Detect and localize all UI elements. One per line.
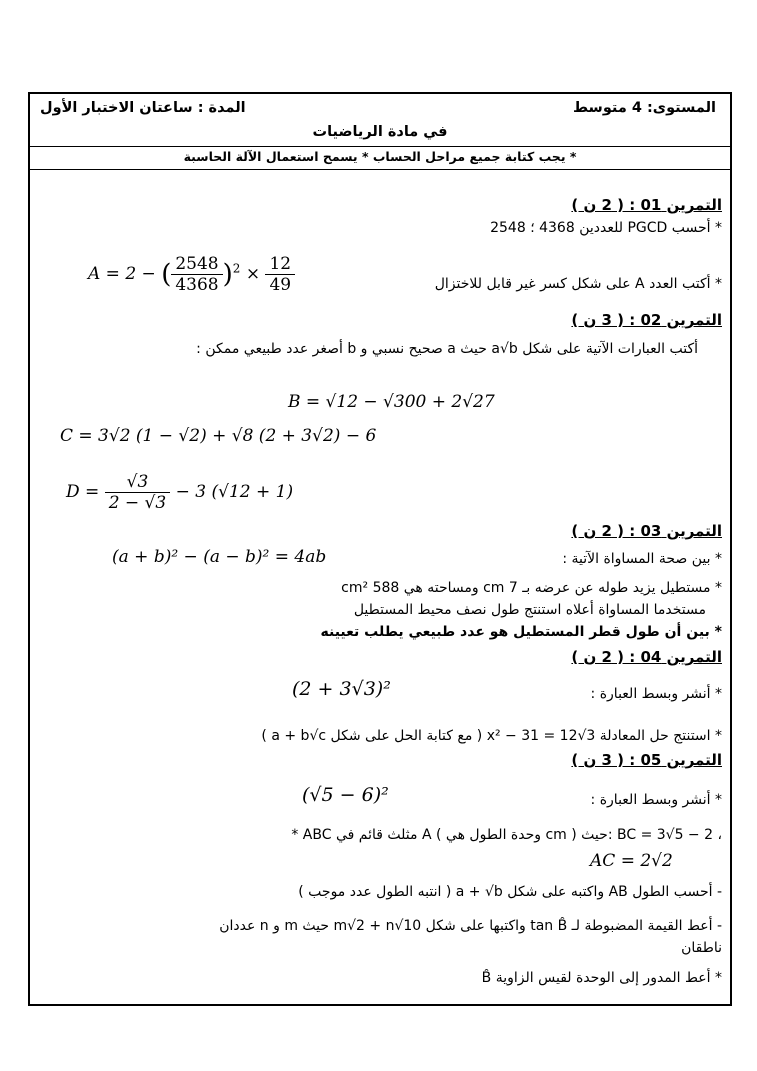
ex2-expression-C: C = 3√2 (1 − √2) + √8 (2 + 3√2) − 6 [60, 426, 377, 446]
instructions-divider [30, 169, 730, 170]
ex3-q2b: مستخدما المساواة أعلاه استنتج طول نصف محيط المستطيل [353, 602, 706, 618]
ex1-expression-A: A = 2 − ( $\frac{2548}{4368}$ )$^2$ × $\frac{12}{49}$ [88, 254, 295, 295]
ex2-D-rest: − 3 (√12 + 1) [175, 482, 294, 502]
ex4-q2: * استنتج حل المعادلة x² − 31 = 12√3 ( مع كتابة الحل على شكل a + b√c ) [261, 728, 722, 744]
ex4-title: التمرين 04 : ( 2 ن ) [571, 648, 722, 666]
ex1-title: التمرين 01 : ( 2 ن ) [571, 196, 722, 214]
ex2-instructions: أكتب العبارات الآتية على شكل a√b حيث a صحيح نسبي و b أصغر عدد طبيعي ممكن : [196, 341, 698, 357]
ex2-D-lhs: D = [66, 482, 100, 502]
header-divider [30, 146, 730, 147]
ex2-D-num: √3 [105, 472, 171, 493]
ex1-q1: * أحسب PGCD للعددين 4368 ؛ 2548 [490, 220, 722, 236]
ex5-q4a: - أعط القيمة المضبوطة لـ tan B̂ واكتبها على شكل m√2 + n√10 حيث m و n عددان [219, 918, 722, 934]
ex1-q2: * أكتب العدد A على شكل كسر غير قابل للاختزال [434, 276, 722, 292]
ex4-expression: (2 + 3√3)² [292, 678, 391, 700]
ex3-q3: * بين أن طول قطر المستطيل هو عدد طبيعي يطلب تعيينه [320, 624, 722, 640]
ex5-title: التمرين 05 : ( 3 ن ) [571, 751, 722, 769]
ex1-frac1-den: 4368 [175, 275, 219, 295]
ex4-q1: * أنشر وبسط العبارة : [590, 686, 722, 702]
subject-label: في مادة الرياضيات [312, 124, 448, 140]
ex3-title: التمرين 03 : ( 2 ن ) [571, 522, 722, 540]
ex5-q4b: ناطقان [681, 940, 722, 956]
instructions-label: * يجب كتابة جميع مراحل الحساب * يسمح استعمال الآلة الحاسبة [183, 149, 577, 164]
ex1-exp: 2 [232, 261, 241, 276]
ex1-times: × [245, 264, 261, 284]
ex1-frac2-den: 49 [269, 275, 292, 295]
ex2-D-den: 2 − √3 [108, 493, 167, 513]
ex2-expression-B: B = √12 − √300 + 2√27 [288, 392, 495, 412]
ex2-expression-D [66, 472, 293, 513]
duration-label: المدة : ساعتان الاختبار الأول [40, 100, 246, 116]
ex2-title: التمرين 02 : ( 3 ن ) [571, 311, 722, 329]
ex3-identity: (a + b)² − (a − b)² = 4ab [112, 547, 327, 567]
ex5-q5: * أعط المدور إلى الوحدة لقيس الزاوية B̂ [481, 970, 722, 986]
ex5-q1: * أنشر وبسط العبارة : [590, 792, 722, 808]
ex1-eq-lhs: A = 2 − [88, 264, 156, 284]
ex5-expression: (√5 − 6)² [302, 784, 389, 806]
ex1-frac2-num: 12 [265, 254, 295, 275]
ex5-q3: - أحسب الطول AB واكتبه على شكل a + √b ( انتبه الطول عدد موجب ) [298, 884, 722, 900]
level-label: المستوى: 4 متوسط [573, 100, 716, 116]
exam-frame [28, 92, 732, 1006]
ex1-frac1-num: 2548 [171, 254, 222, 275]
ex3-q1: * بين صحة المساواة الآتية : [562, 551, 722, 567]
ex3-q2a: * مستطيل يزيد طوله عن عرضه بـ 7 cm ومساحته هي 588 cm² [341, 580, 722, 596]
ex5-ac: AC = 2√2 [590, 851, 673, 871]
ex5-q2: * ABC مثلث قائم في A ( وحدة الطول هي cm ) حيث: BC = 3√5 − 2 ، [291, 827, 722, 843]
